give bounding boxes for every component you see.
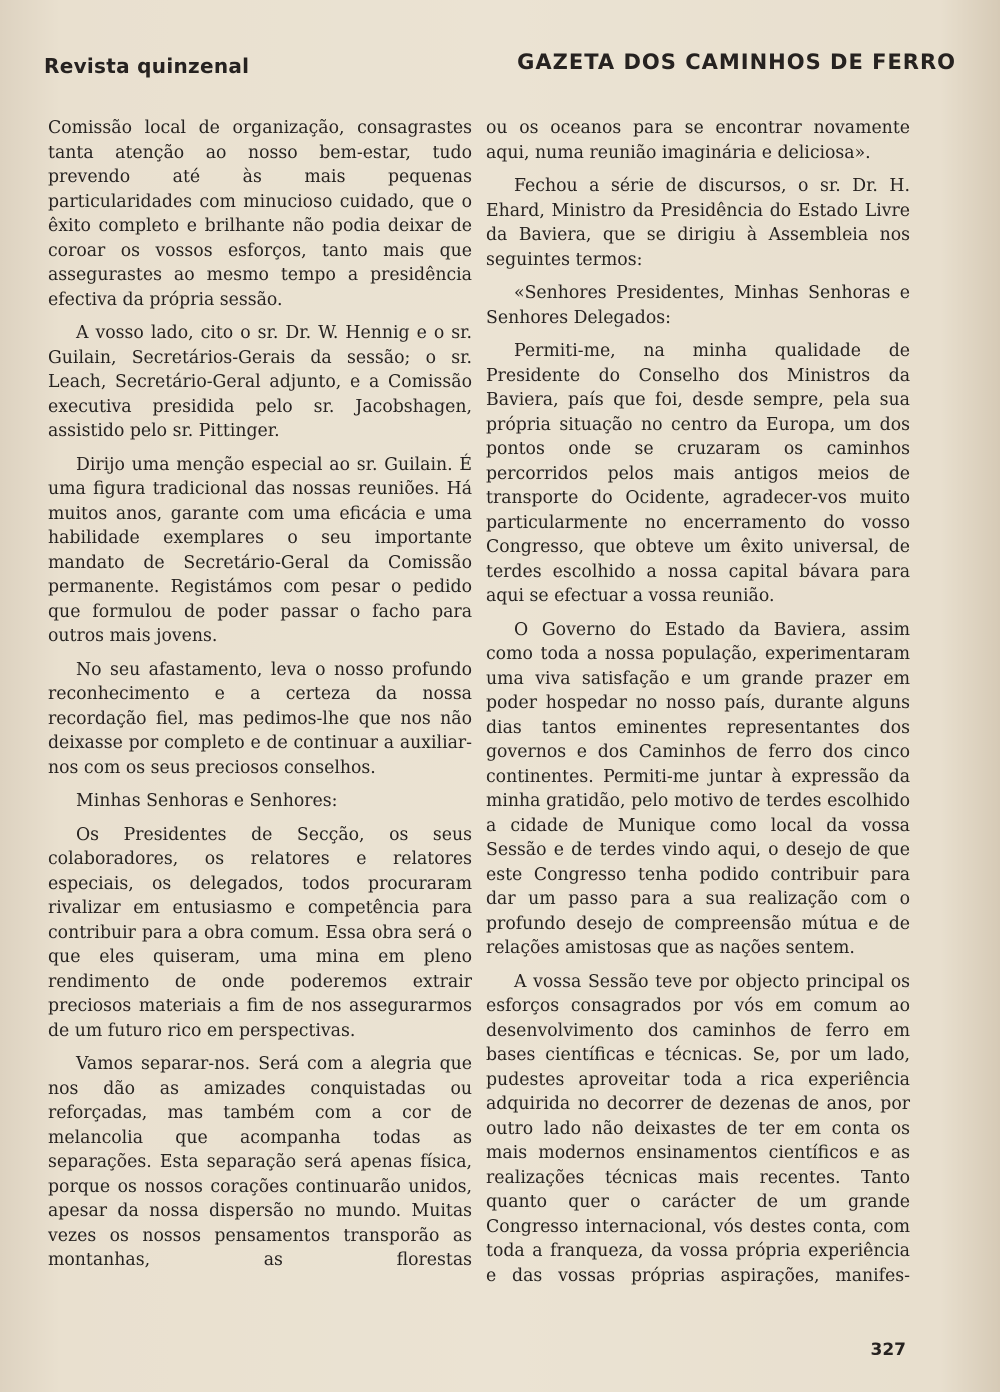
paragraph: Vamos separar-nos. Será com a alegria que nos dão as amizades conquistadas ou reforçadas, mas também com a cor de melancolia que acompanha todas as separações. Esta separação será apenas física, porque os nossos corações continuarão unidos, apesar da nossa dispersão no mundo. Muitas vezes os nossos pensamentos transporão as montanhas, as florestas [48,1054,472,1270]
paragraph: No seu afastamento, leva o nosso profundo reconhecimento e a certeza da nossa recordação fiel, mas pedimos-lhe que nos não deixasse por completo e de continuar a auxiliar-nos com os seus preciosos conselhos. [48,659,472,778]
salutation: «Senhores Presidentes, Minhas Senhoras e Senhores Delegados: [486,283,910,328]
header-journal-title: GAZETA DOS CAMINHOS DE FERRO [517,50,956,74]
left-column [48,116,472,1273]
header-periodicity: Revista quinzenal [44,54,250,78]
paragraph: O Governo do Estado da Baviera, assim como toda a nossa população, experimentaram uma viva satisfação e um grande prazer em poder hospedar no nosso país, durante alguns dias tantos eminentes representantes dos governos e dos Caminhos de ferro dos cinco continentes. Permiti-me juntar à expressão da minha gratidão, pelo motivo de terdes escolhido a cidade de Munique como local da vossa Sessão e de terdes vindo aqui, o desejo de que este Congresso tenha podido contribuir para dar um passo para a sua realização com o profundo desejo de compreensão mútua e de relações amistosas que as nações sentem. [486,619,910,958]
paragraph: Os Presidentes de Secção, os seus colaboradores, os relatores e relatores especiais, os delegados, todos procuraram rivalizar em entusiasmo e competência para contribuir para a obra comum. Essa obra será o que eles quiseram, uma mina em pleno rendimento de onde poderemos extrair preciosos materiais a fim de nos assegurarmos de um futuro rico em perspectivas. [48,824,472,1041]
paragraph: Dirijo uma menção especial ao sr. Guilain. É uma figura tradicional das nossas reuniões. Há muitos anos, garante com uma eficácia e uma habilidade exemplares o seu importante mandato de Secretário-Geral da Comissão permanente. Registámos com pesar o pedido que formulou de poder passar o facho para outros mais jovens. [48,454,472,646]
paragraph: A vossa Sessão teve por objecto principal os esforços consagrados por vós em comum ao desenvolvimento dos caminhos de ferro em bases científicas e técnicas. Se, por um lado, pudestes aproveitar toda a rica experiência adquirida no decorrer de dezenas de anos, por outro lado não deixastes de ter em conta os mais modernos ensinamentos científicos e as realizações técnicas mais recentes. Tanto quanto quer o carácter de um grande Congresso internacional, vós destes conta, com toda a franqueza, da vossa própria experiência e das vossas próprias aspirações, manifes- [486,971,910,1286]
paragraph: ou os oceanos para se encontrar novamente aqui, numa reunião imaginária e deliciosa». [486,118,910,163]
paragraph: Fechou a série de discursos, o sr. Dr. H. Ehard, Ministro da Presidência do Estado Livre da Baviera, que se dirigiu à Assembleia nos seguintes termos: [486,176,910,270]
paragraph: Permiti-me, na minha qualidade de Presidente do Conselho dos Ministros da Baviera, país que foi, desde sempre, pela sua própria situação no centro da Europa, um dos pontos onde se cruzaram os caminhos percorridos pelos mais antigos meios de transporte do Ocidente, agradecer-vos muito particularmente no encerramento do vosso Congresso, que obteve um êxito universal, de terdes escolhido a nossa capital bávara para aqui se efectuar a vossa reunião. [486,341,910,606]
paragraph: A vosso lado, cito o sr. Dr. W. Hennig e o sr. Guilain, Secretários-Gerais da sessão; o sr. Leach, Secretário-Geral adjunto, e a Comissão executiva presidida pelo sr. Jacobshagen, assistido pelo sr. Pittinger. [48,323,472,441]
paragraph: Comissão local de organização, consagrastes tanta atenção ao nosso bem-estar, tudo prevendo até às mais pequenas particularidades com minucioso cuidado, que o êxito completo e brilhante não podia deixar de coroar os vossos esforços, tanto mais que assegurastes ao mesmo tempo a presidência efectiva da própria sessão. [48,118,472,310]
salutation: Minhas Senhoras e Senhores: [76,791,338,811]
page-number: 327 [870,1340,906,1360]
running-header [44,46,956,82]
right-column [486,116,910,1288]
